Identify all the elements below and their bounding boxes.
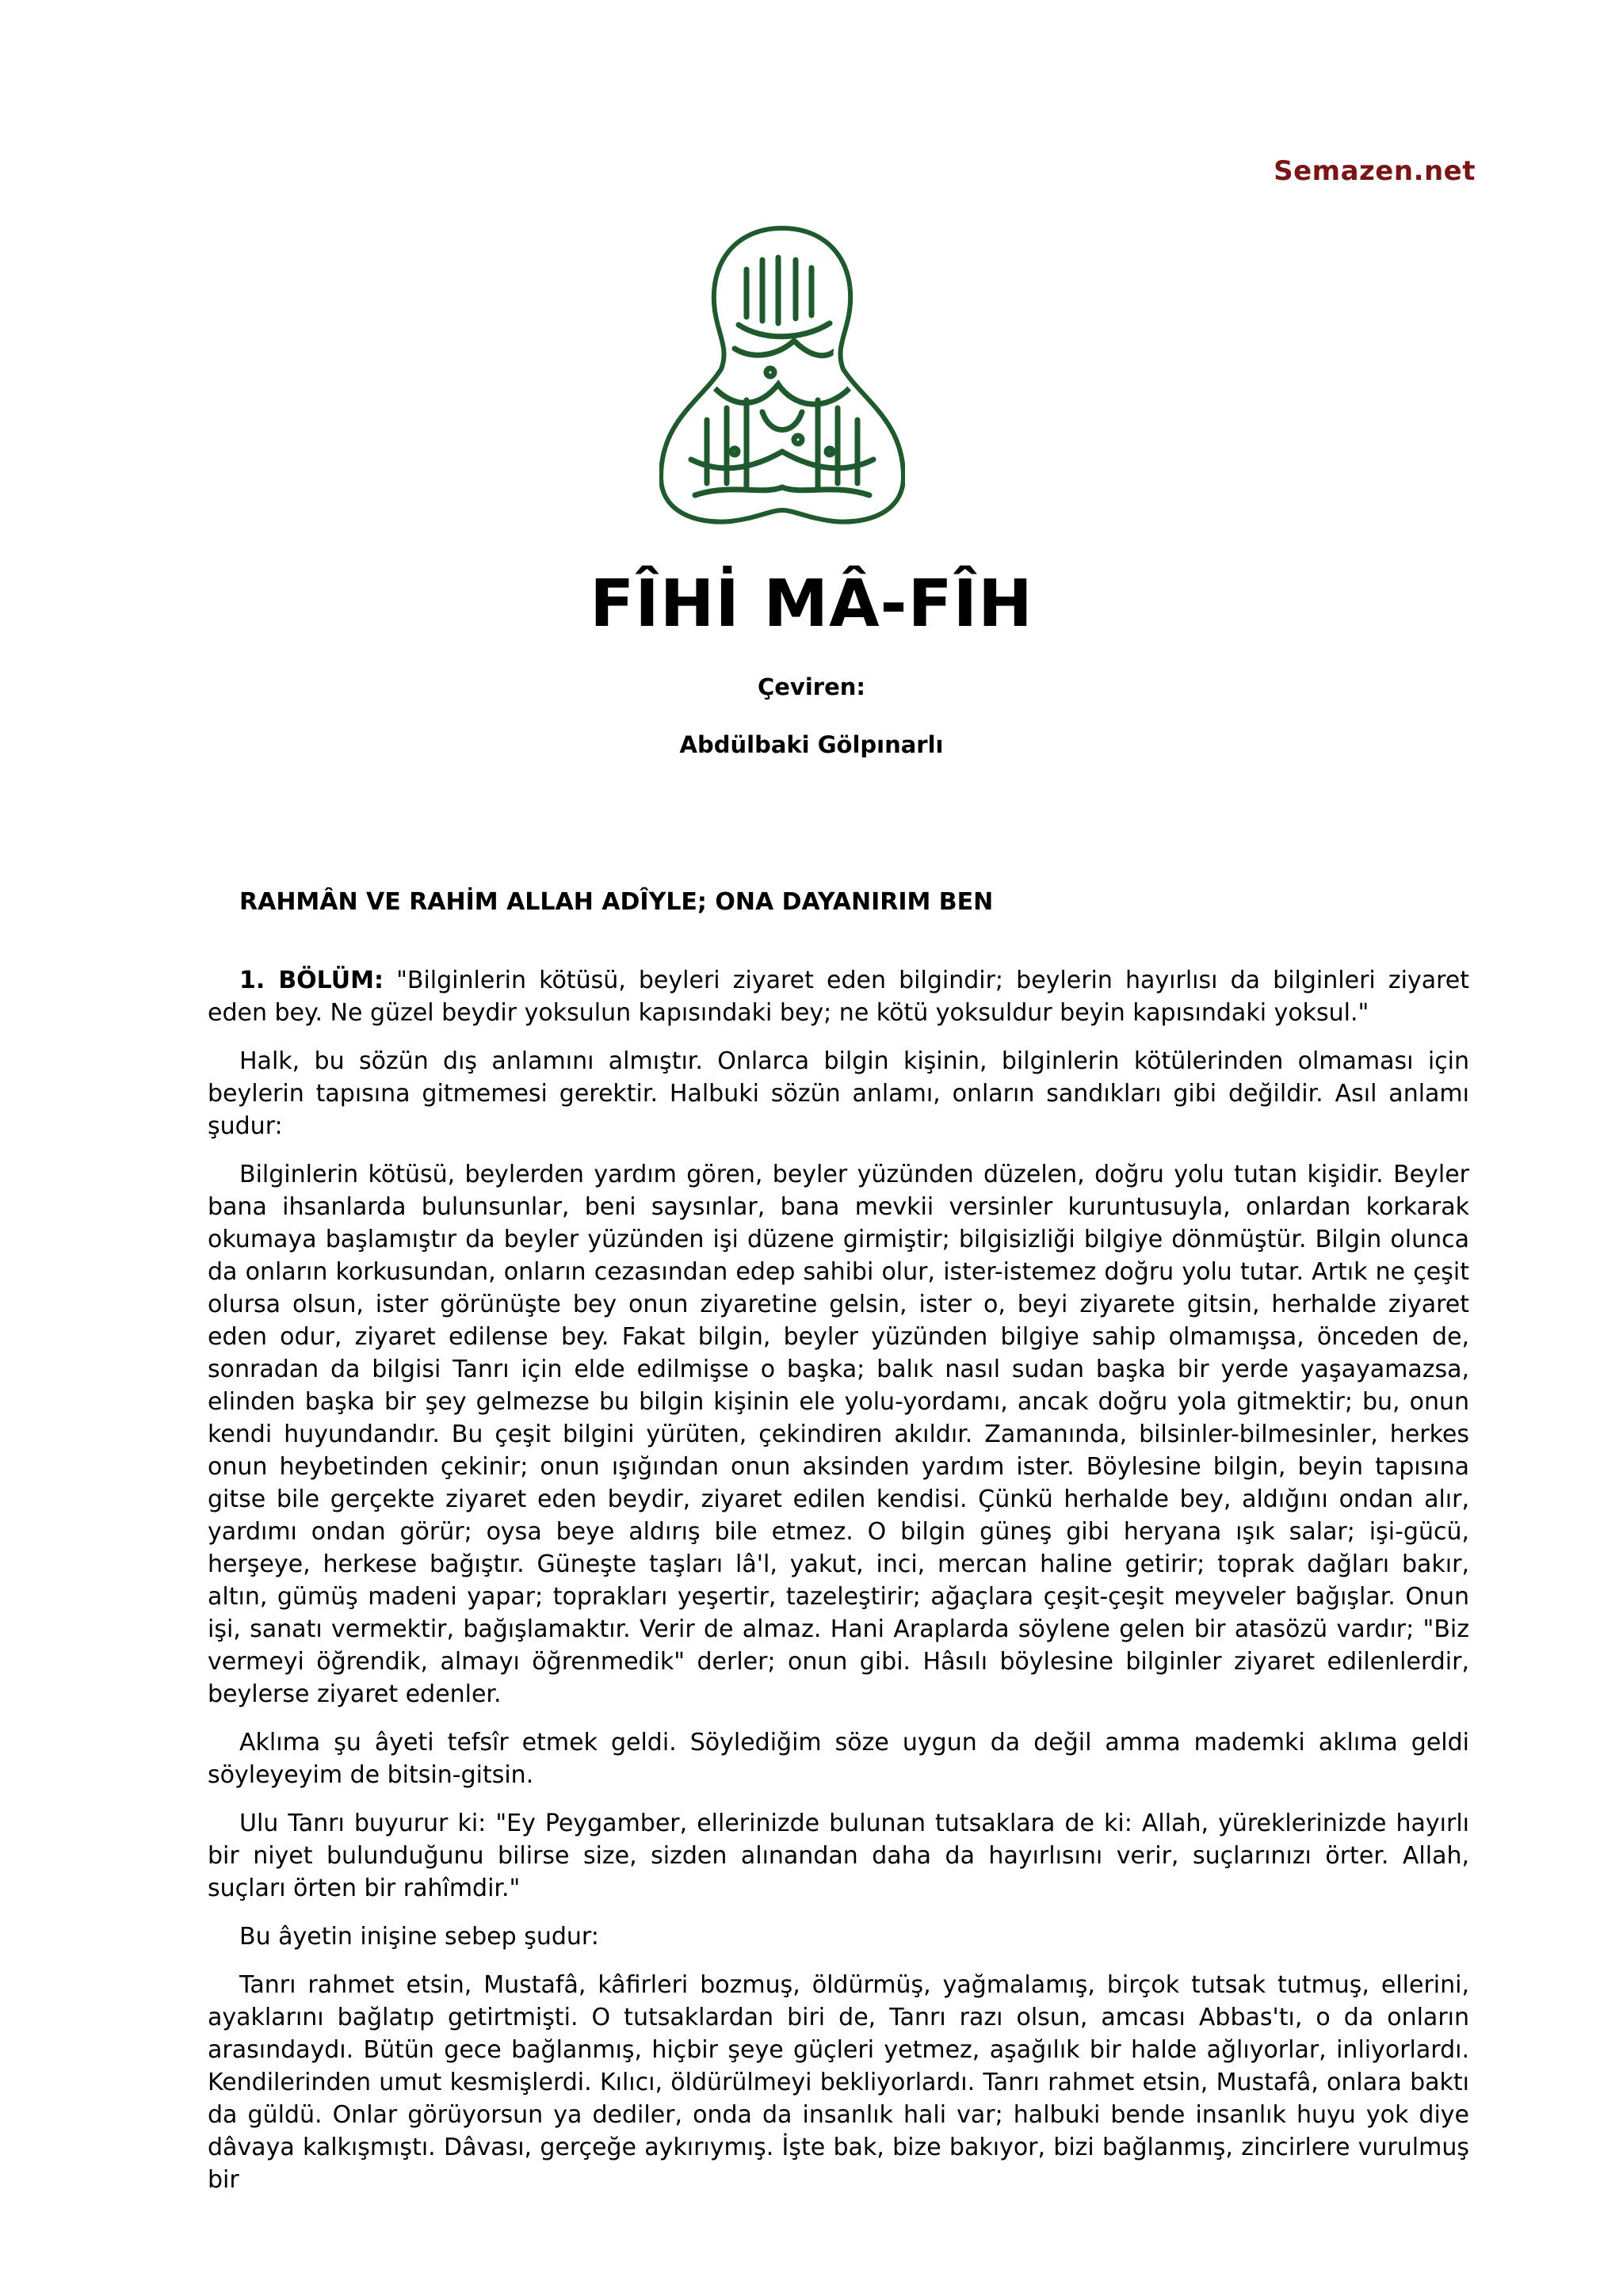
paragraph: Halk, bu sözün dış anlamını almıştır. Onlarca bilgin kişinin, bilginlerin kötülerinden olmaması için beylerin tapısına gitmemesi gerektir. Halbuki sözün anlamı, onların sandıkları gibi değildir. Asıl anlamı şudur:: [208, 1047, 1469, 1140]
chapter-opening-paragraph: [208, 964, 1469, 1029]
document-title: FÎHİ MÂ-FÎH: [590, 566, 1033, 642]
paragraph: Bilginlerin kötüsü, beylerden yardım gören, beyler yüzünden düzelen, doğru yolu tutan kişidir. Beyler bana ihsanlarda bulunsunlar, beni saysınlar, bana mevkii versinler kuruntusuyla, onlardan korkarak okumaya başlamıştır da beyler yüzünden işi düzene girmiştir; bilgisizliği bilgiye dönmüştür. Bilgin olunca da onların korkusundan, onların cezasından edep sahibi olur, ister-istemez doğru yolu tutar. Artık ne çeşit olursa olsun, ister görünüşte bey onun ziyaretine gelsin, ister o, beyi ziyarete gitsin, herhalde ziyaret eden odur, ziyaret edilense bey. Fakat bilgin, beyler yüzünden bilgiye sahip olmamışsa, önceden de, sonradan da bilgisi Tanrı için elde edilmişse o başka; balık nasıl sudan başka bir yerde yaşayamazsa, elinden başka bir şey gelmezse bu bilgin kişinin ele yolu-yordamı, ancak doğru yola gitmektir; bu, onun kendi huyundandır. Bu çeşit bilgini yürüten, çekindiren akıldır. Zamanında, bilsinler-bilmesinler, herkes onun heybetinden çekinir; onun ışığından onun aksinden yardım ister. Böylesine bilgin, beyin tapısına gitse bile gerçekte ziyaret eden beydir, ziyaret edilen kendisi. Çünkü herhalde bey, aldığını ondan alır, yardımı ondan görür; oysa beye aldırış bile etmez. O bilgin güneş gibi heryana ışık salar; işi-gücü, herşeye, herkese bağıştır. Güneşte taşları lâ'l, yakut, inci, mercan haline getirir; toprak dağları bakır, altın, gümüş madeni yapar; toprakları yeşertir, tazeleştirir; ağaçlara çeşit-çeşit meyveler bağışlar. Onun işi, sanatı vermektir, bağışlamaktır. Verir de almaz. Hani Araplarda söylene gelen bir atasözü vardır; "Biz vermeyi öğrendik, almayı öğrenmedik" derler; onun gibi. Hâsılı böylesine bilginler ziyaret edilenlerdir, beylerse ziyaret edenler.: [208, 1161, 1469, 1708]
paragraph: Tanrı rahmet etsin, Mustafâ, kâfirleri bozmuş, öldürmüş, yağmalamış, birçok tutsak tutmuş, ellerini, ayaklarını bağlatıp getirtmişti. O tutsaklardan biri de, Tanrı razı olsun, amcası Abbas'tı, o da onların arasındaydı. Bütün gece bağlanmış, hiçbir şeye güçleri yetmez, aşağılık bir halde ağlıyorlar, inliyorlardı. Kendilerinden umut kesmişlerdi. Kılıcı, öldürülmeyi bekliyorlardı. Tanrı rahmet etsin, Mustafâ, onlara baktı da güldü. Onlar görüyorsun ya dediler, onda da insanlık hali var; halbuki bende insanlık huyu yok diye dâvaya kalkışmıştı. Dâvası, gerçeğe aykırıymış. İşte bak, bize bakıyor, bizi bağlanmış, zincirlere vurulmuş bir: [208, 1971, 1469, 2194]
paragraph: Aklıma şu âyeti tefsîr etmek geldi. Söylediğim söze uygun da değil amma mademki aklıma geldi söyleyeyim de bitsin-gitsin.: [208, 1729, 1469, 1789]
basmala-heading: RAHMÂN VE RAHİM ALLAH ADÎYLE; ONA DAYANIRIM BEN: [239, 888, 994, 916]
translator-label: Çeviren:: [757, 673, 865, 700]
site-name[interactable]: Semazen.net: [1274, 155, 1476, 187]
paragraph: Bu âyetin inişine sebep şudur:: [239, 1923, 599, 1951]
translator-name: Abdülbaki Gölpınarlı: [679, 731, 944, 758]
chapter-label: 1. BÖLÜM:: [239, 967, 384, 994]
document-body: [208, 886, 1469, 2212]
calligraphy-seal-icon: [659, 222, 905, 527]
paragraph: Ulu Tanrı buyurur ki: "Ey Peygamber, ellerinizde bulunan tutsaklara de ki: Allah, yüreklerinizde hayırlı bir niyet bulunduğunu bilirse size, sizden alınandan daha da hayırlısını verir, suçlarınızı örter. Allah, suçları örten bir rahîmdir.": [208, 1810, 1469, 1902]
chapter-opening-text: "Bilginlerin kötüsü, beyleri ziyaret eden bilgindir; beylerin hayırlısı da bilginleri ziyaret eden bey. Ne güzel beydir yoksulun kapısındaki bey; ne kötü yoksuldur beyin kapısındaki yoksul.": [208, 967, 1469, 1027]
